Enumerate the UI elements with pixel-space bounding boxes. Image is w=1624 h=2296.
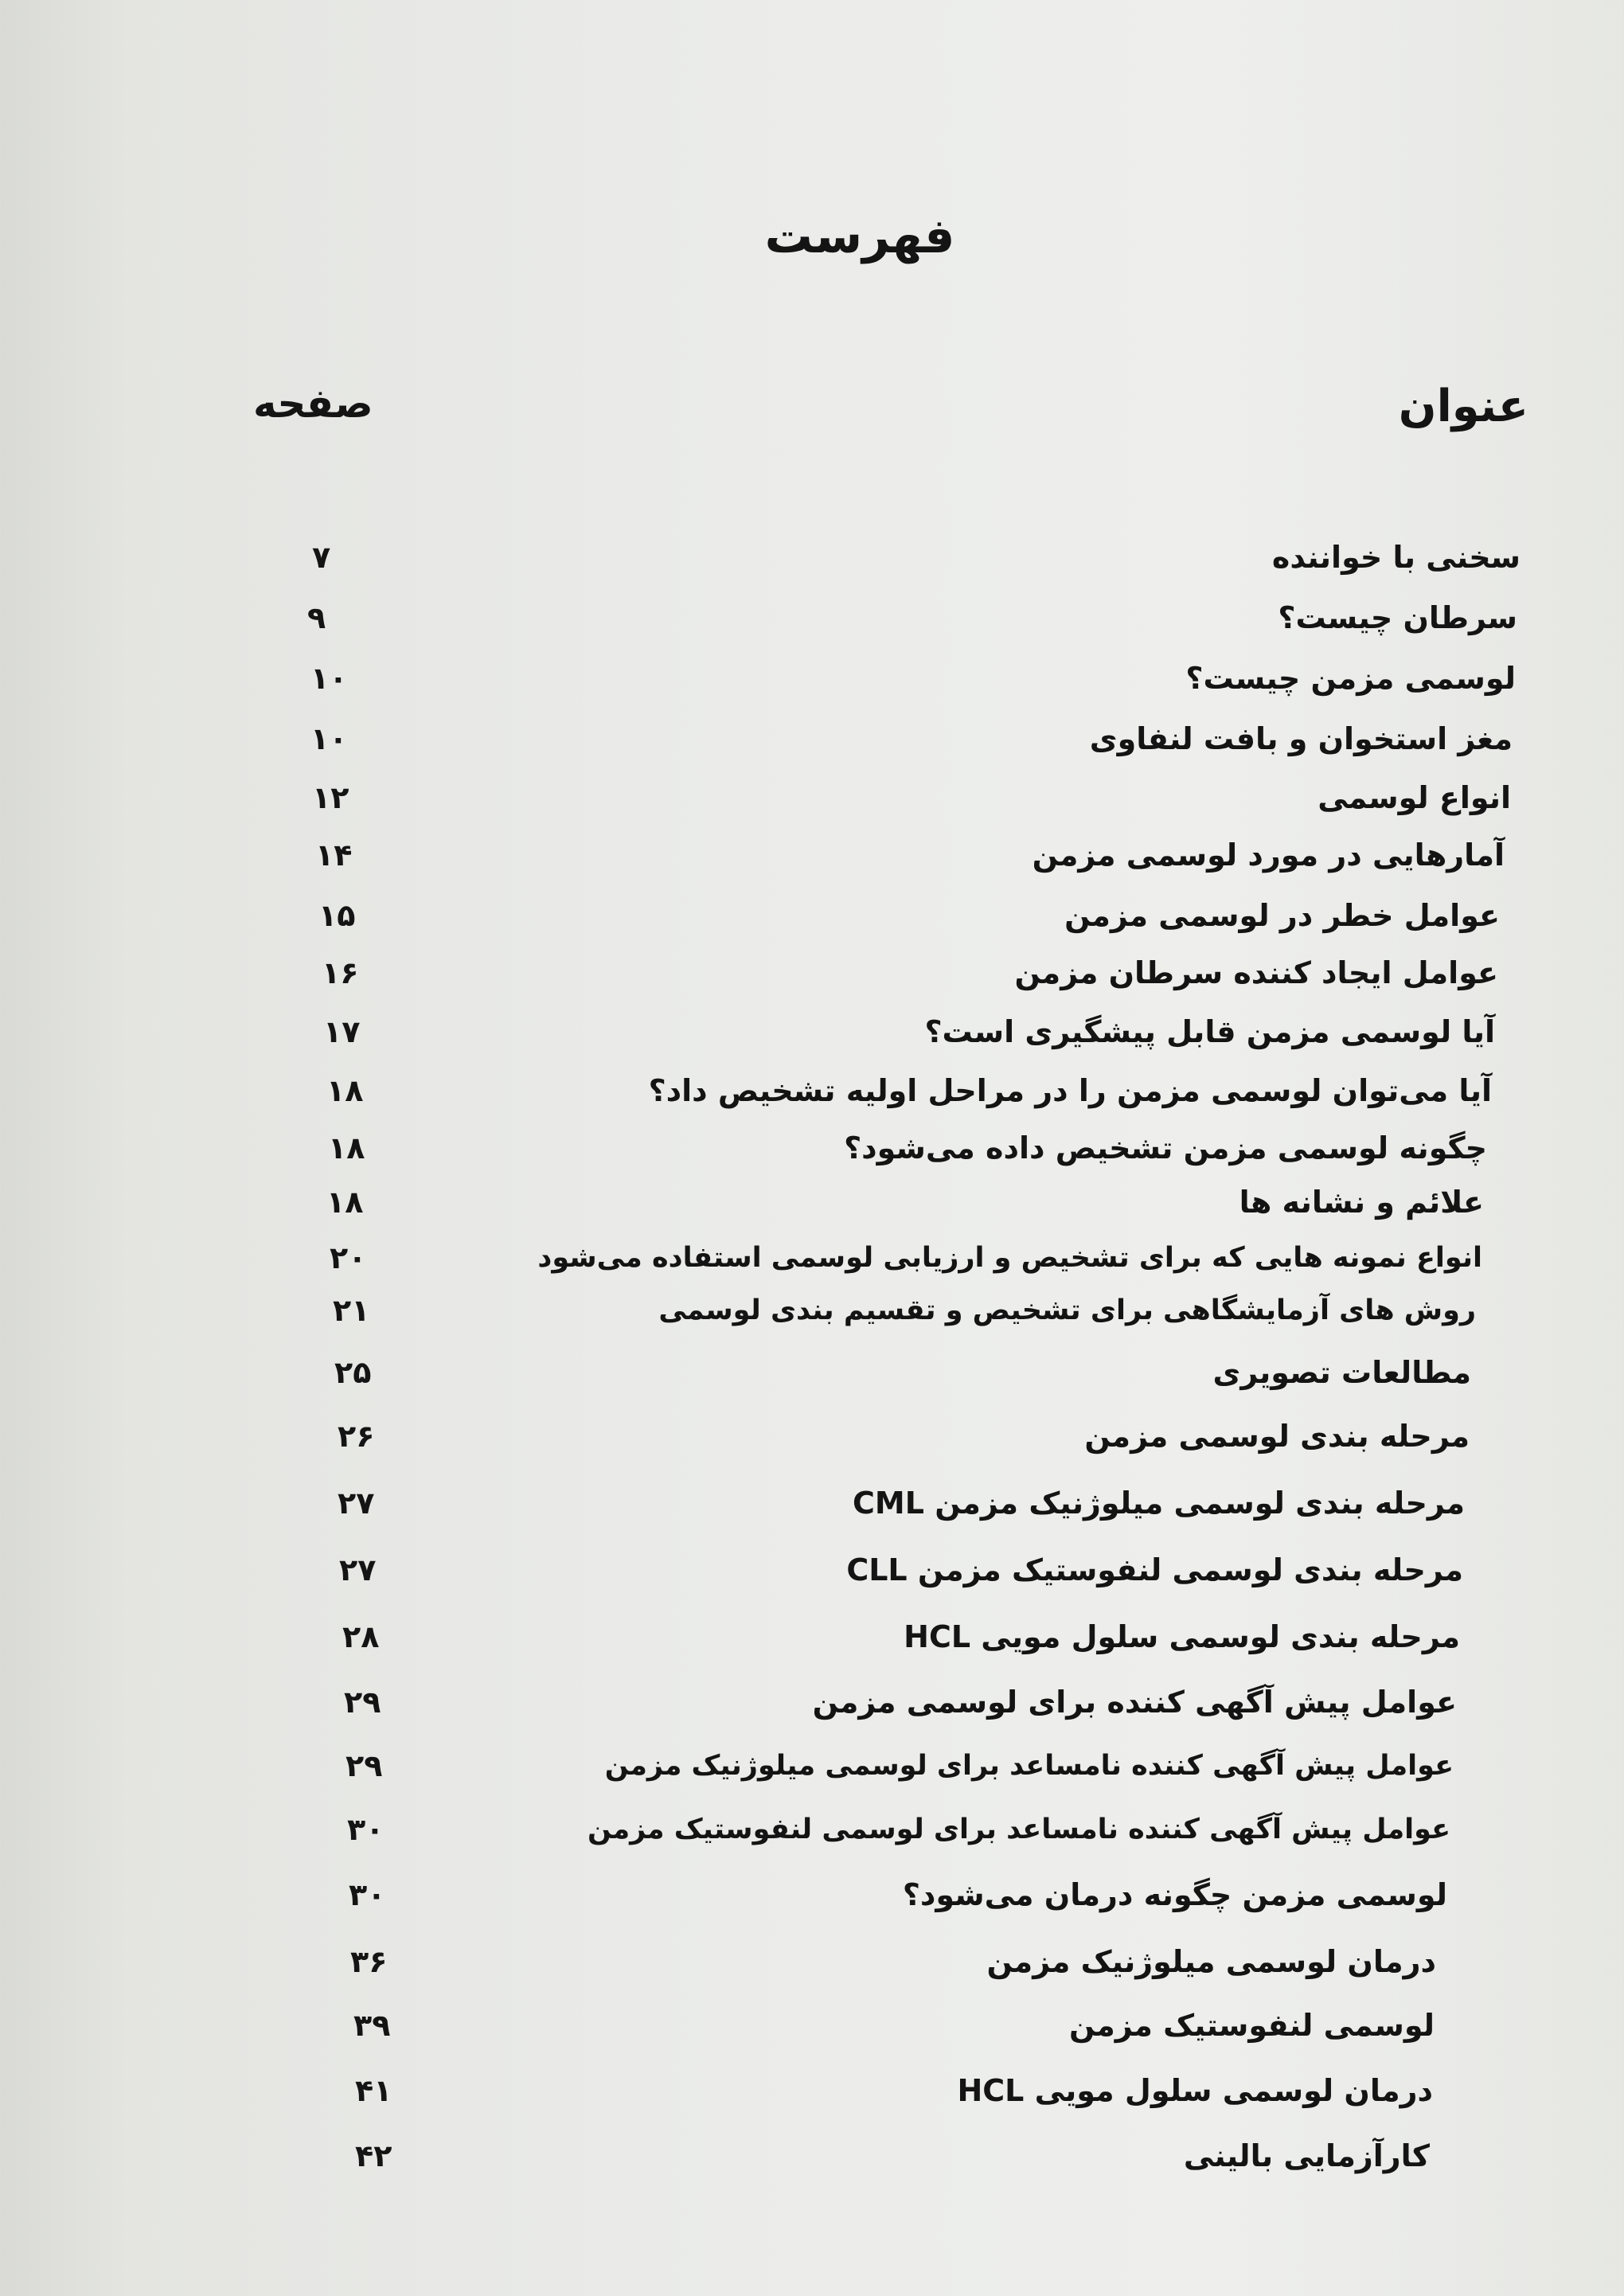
toc-entry-title: عوامل پیش آگهی کننده نامساعد برای لوسمی میلوژنیک مزمن bbox=[604, 1750, 1454, 1782]
toc-entry bbox=[0, 1230, 1624, 1286]
toc-entry-title: عوامل پیش آگهی کننده نامساعد برای لوسمی لنفوستیک مزمن bbox=[587, 1814, 1450, 1845]
toc-entry-page: ۱۸ bbox=[326, 1185, 364, 1220]
toc-entry-page: ۱۴ bbox=[315, 838, 353, 873]
toc-entry-page: ۱۸ bbox=[326, 1073, 364, 1108]
toc-entry bbox=[0, 1802, 1624, 1857]
toc-entry-title: مرحله بندی لوسمی میلوژنیک مزمن CML bbox=[853, 1486, 1465, 1521]
toc-entry-page: ۳۶ bbox=[350, 1944, 388, 1979]
table-of-contents bbox=[0, 529, 1624, 2233]
toc-entry-page: ۷ bbox=[312, 540, 331, 575]
toc-entry bbox=[0, 1867, 1624, 1923]
toc-entry-page: ۲۹ bbox=[345, 1748, 383, 1783]
toc-entry-title: درمان لوسمی میلوژنیک مزمن bbox=[986, 1944, 1436, 1979]
toc-entry-page: ۱۲ bbox=[312, 780, 349, 815]
toc-entry-title: چگونه لوسمی مزمن تشخیص داده می‌شود؟ bbox=[844, 1130, 1487, 1166]
toc-entry-title: کارآزمایی بالینی bbox=[1183, 2138, 1430, 2173]
toc-entry-title: لوسمی مزمن چیست؟ bbox=[1185, 661, 1516, 696]
toc-entry bbox=[0, 770, 1624, 826]
toc-entry-page: ۱۰ bbox=[310, 721, 348, 756]
toc-entry-page: ۱۵ bbox=[318, 898, 356, 933]
toc-entry-page: ۱۶ bbox=[322, 955, 359, 990]
toc-entry bbox=[0, 2063, 1624, 2118]
toc-entry-title: سخنی با خواننده bbox=[1271, 540, 1521, 575]
toc-entry-title: انواع نمونه هایی که برای تشخیص و ارزیابی لوسمی استفاده می‌شود bbox=[537, 1242, 1482, 1274]
toc-entry-page: ۲۷ bbox=[339, 1552, 377, 1587]
toc-entry bbox=[0, 1174, 1624, 1230]
toc-entry-page: ۲۷ bbox=[338, 1486, 375, 1521]
toc-entry-title: مغز استخوان و بافت لنفاوی bbox=[1089, 721, 1513, 756]
toc-entry-title: آیا لوسمی مزمن قابل پیشگیری است؟ bbox=[924, 1014, 1495, 1049]
toc-entry bbox=[0, 1004, 1624, 1060]
toc-entry-page: ۲۱ bbox=[333, 1293, 370, 1328]
toc-entry bbox=[0, 1542, 1624, 1598]
toc-entry-title: عوامل خطر در لوسمی مزمن bbox=[1064, 898, 1500, 933]
toc-entry bbox=[0, 2128, 1624, 2184]
toc-entry-page: ۳۹ bbox=[353, 2008, 391, 2043]
toc-entry-page: ۹ bbox=[307, 600, 326, 635]
toc-entry bbox=[0, 1120, 1624, 1176]
toc-entry-page: ۲۵ bbox=[334, 1355, 372, 1390]
toc-entry-page: ۴۲ bbox=[355, 2138, 392, 2173]
toc-entry-title: آیا می‌توان لوسمی مزمن را در مراحل اولیه تشخیص داد؟ bbox=[648, 1073, 1492, 1108]
toc-entry bbox=[0, 1345, 1624, 1400]
toc-entry-title: لوسمی مزمن چگونه درمان می‌شود؟ bbox=[902, 1877, 1447, 1912]
toc-entry-page: ۲۶ bbox=[338, 1419, 375, 1454]
toc-entry bbox=[0, 945, 1624, 1001]
toc-entry-title: علائم و نشانه ها bbox=[1239, 1185, 1484, 1220]
toc-entry-page: ۲۰ bbox=[330, 1240, 367, 1275]
toc-entry-title: مرحله بندی لوسمی مزمن bbox=[1084, 1419, 1470, 1454]
toc-entry-title: عوامل ایجاد کننده سرطان مزمن bbox=[1014, 955, 1498, 990]
toc-entry-title: عوامل پیش آگهی کننده برای لوسمی مزمن bbox=[812, 1685, 1457, 1720]
toc-entry-page: ۴۱ bbox=[355, 2073, 392, 2108]
toc-entry-page: ۱۰ bbox=[310, 661, 348, 696]
toc-entry-title: آمارهایی در مورد لوسمی مزمن bbox=[1032, 838, 1505, 873]
toc-entry-title: سرطان چیست؟ bbox=[1278, 600, 1517, 635]
toc-entry bbox=[0, 1475, 1624, 1531]
toc-entry-page: ۳۰ bbox=[349, 1877, 386, 1912]
toc-entry bbox=[0, 529, 1624, 585]
column-header-title: عنوان bbox=[1398, 381, 1528, 432]
toc-entry bbox=[0, 827, 1624, 883]
toc-entry bbox=[0, 1063, 1624, 1119]
toc-entry-page: ۲۹ bbox=[344, 1685, 381, 1720]
toc-entry-title: لوسمی لنفوستیک مزمن bbox=[1069, 2008, 1435, 2043]
toc-entry bbox=[0, 1408, 1624, 1464]
toc-entry-page: ۱۸ bbox=[328, 1130, 365, 1166]
toc-entry bbox=[0, 1738, 1624, 1794]
toc-entry bbox=[0, 650, 1624, 706]
toc-entry-title: مطالعات تصویری bbox=[1212, 1355, 1471, 1390]
toc-entry-title: انواع لوسمی bbox=[1318, 780, 1511, 815]
toc-entry bbox=[0, 1283, 1624, 1338]
toc-entry-title: درمان لوسمی سلول مویی HCL bbox=[957, 2073, 1433, 2108]
toc-entry bbox=[0, 590, 1624, 646]
toc-entry-title: مرحله بندی لوسمی سلول مویی HCL bbox=[904, 1619, 1460, 1654]
page-title: فهرست bbox=[764, 209, 955, 264]
toc-entry-page: ۲۸ bbox=[342, 1619, 380, 1654]
toc-entry-title: روش های آزمایشگاهی برای تشخیص و تقسیم بندی لوسمی bbox=[658, 1294, 1476, 1326]
toc-entry bbox=[0, 1609, 1624, 1665]
toc-entry-page: ۳۰ bbox=[347, 1812, 385, 1847]
toc-entry bbox=[0, 1934, 1624, 1989]
toc-entry bbox=[0, 888, 1624, 943]
toc-entry-page: ۱۷ bbox=[323, 1014, 361, 1049]
toc-entry bbox=[0, 1997, 1624, 2053]
column-header-page: صفحه bbox=[253, 381, 373, 427]
toc-entry bbox=[0, 1674, 1624, 1730]
toc-entry-title: مرحله بندی لوسمی لنفوستیک مزمن CLL bbox=[846, 1552, 1463, 1587]
toc-entry bbox=[0, 711, 1624, 767]
